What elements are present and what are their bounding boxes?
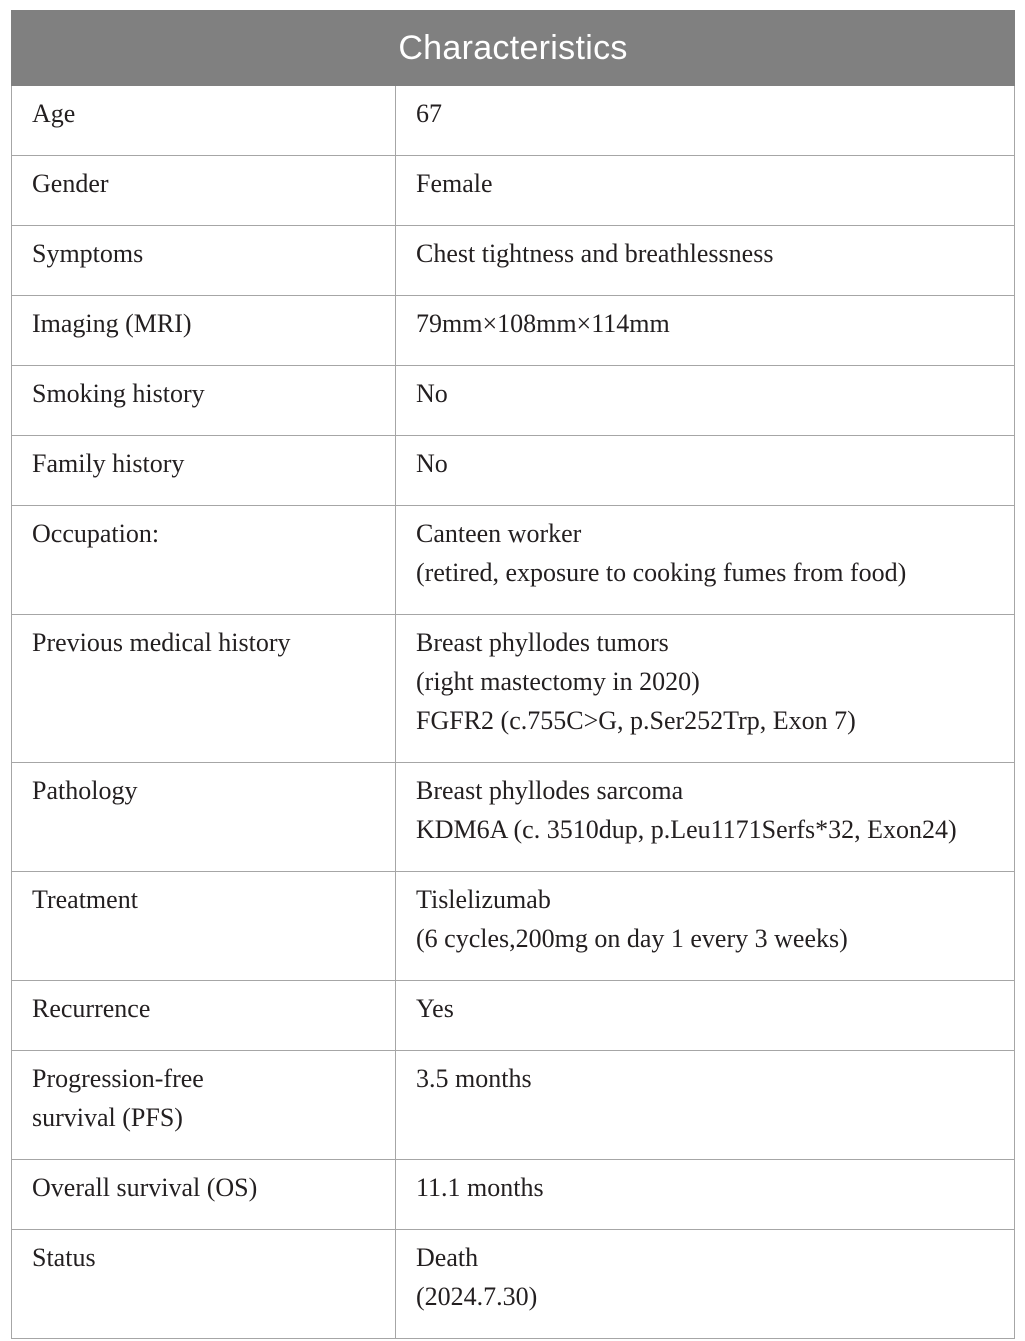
table-row-pfs xyxy=(12,1051,1015,1160)
table-row-status xyxy=(12,1230,1015,1339)
row-label: Overall survival (OS) xyxy=(12,1160,396,1230)
row-label: Age xyxy=(12,86,396,156)
row-value: 79mm×108mm×114mm xyxy=(396,296,1015,366)
row-label: Imaging (MRI) xyxy=(12,296,396,366)
row-value: Female xyxy=(396,156,1015,226)
row-value: No xyxy=(396,366,1015,436)
table-row-family-history xyxy=(12,436,1015,506)
table-row-overall-survival xyxy=(12,1160,1015,1230)
row-label: Progression-free survival (PFS) xyxy=(12,1051,396,1160)
characteristics-table-container xyxy=(11,10,1014,1339)
row-label: Family history xyxy=(12,436,396,506)
characteristics-table xyxy=(11,10,1015,1339)
row-label: Status xyxy=(12,1230,396,1339)
table-header: Characteristics xyxy=(12,11,1015,86)
row-label: Symptoms xyxy=(12,226,396,296)
row-label: Treatment xyxy=(12,872,396,981)
table-row-pathology xyxy=(12,763,1015,872)
row-value: No xyxy=(396,436,1015,506)
table-row-recurrence xyxy=(12,981,1015,1051)
table-row-occupation xyxy=(12,506,1015,615)
table-row-age xyxy=(12,86,1015,156)
table-row-symptoms xyxy=(12,226,1015,296)
table-row-previous-medical-history xyxy=(12,615,1015,763)
table-row-treatment xyxy=(12,872,1015,981)
row-value: Breast phyllodes sarcoma KDM6A (c. 3510dup, p.Leu1171Serfs*32, Exon24) xyxy=(396,763,1015,872)
row-label: Smoking history xyxy=(12,366,396,436)
row-value: Yes xyxy=(396,981,1015,1051)
row-value: Death (2024.7.30) xyxy=(396,1230,1015,1339)
table-row-imaging xyxy=(12,296,1015,366)
row-value: 3.5 months xyxy=(396,1051,1015,1160)
table-header-row xyxy=(12,11,1015,86)
row-label: Recurrence xyxy=(12,981,396,1051)
row-value: Canteen worker (retired, exposure to cooking fumes from food) xyxy=(396,506,1015,615)
row-value: Tislelizumab (6 cycles,200mg on day 1 every 3 weeks) xyxy=(396,872,1015,981)
row-label: Previous medical history xyxy=(12,615,396,763)
row-value: Breast phyllodes tumors (right mastectomy in 2020) FGFR2 (c.755C>G, p.Ser252Trp, Exon 7) xyxy=(396,615,1015,763)
row-value: 67 xyxy=(396,86,1015,156)
row-label: Occupation: xyxy=(12,506,396,615)
table-row-gender xyxy=(12,156,1015,226)
row-value: Chest tightness and breathlessness xyxy=(396,226,1015,296)
table-row-smoking-history xyxy=(12,366,1015,436)
row-label: Pathology xyxy=(12,763,396,872)
row-label: Gender xyxy=(12,156,396,226)
row-value: 11.1 months xyxy=(396,1160,1015,1230)
